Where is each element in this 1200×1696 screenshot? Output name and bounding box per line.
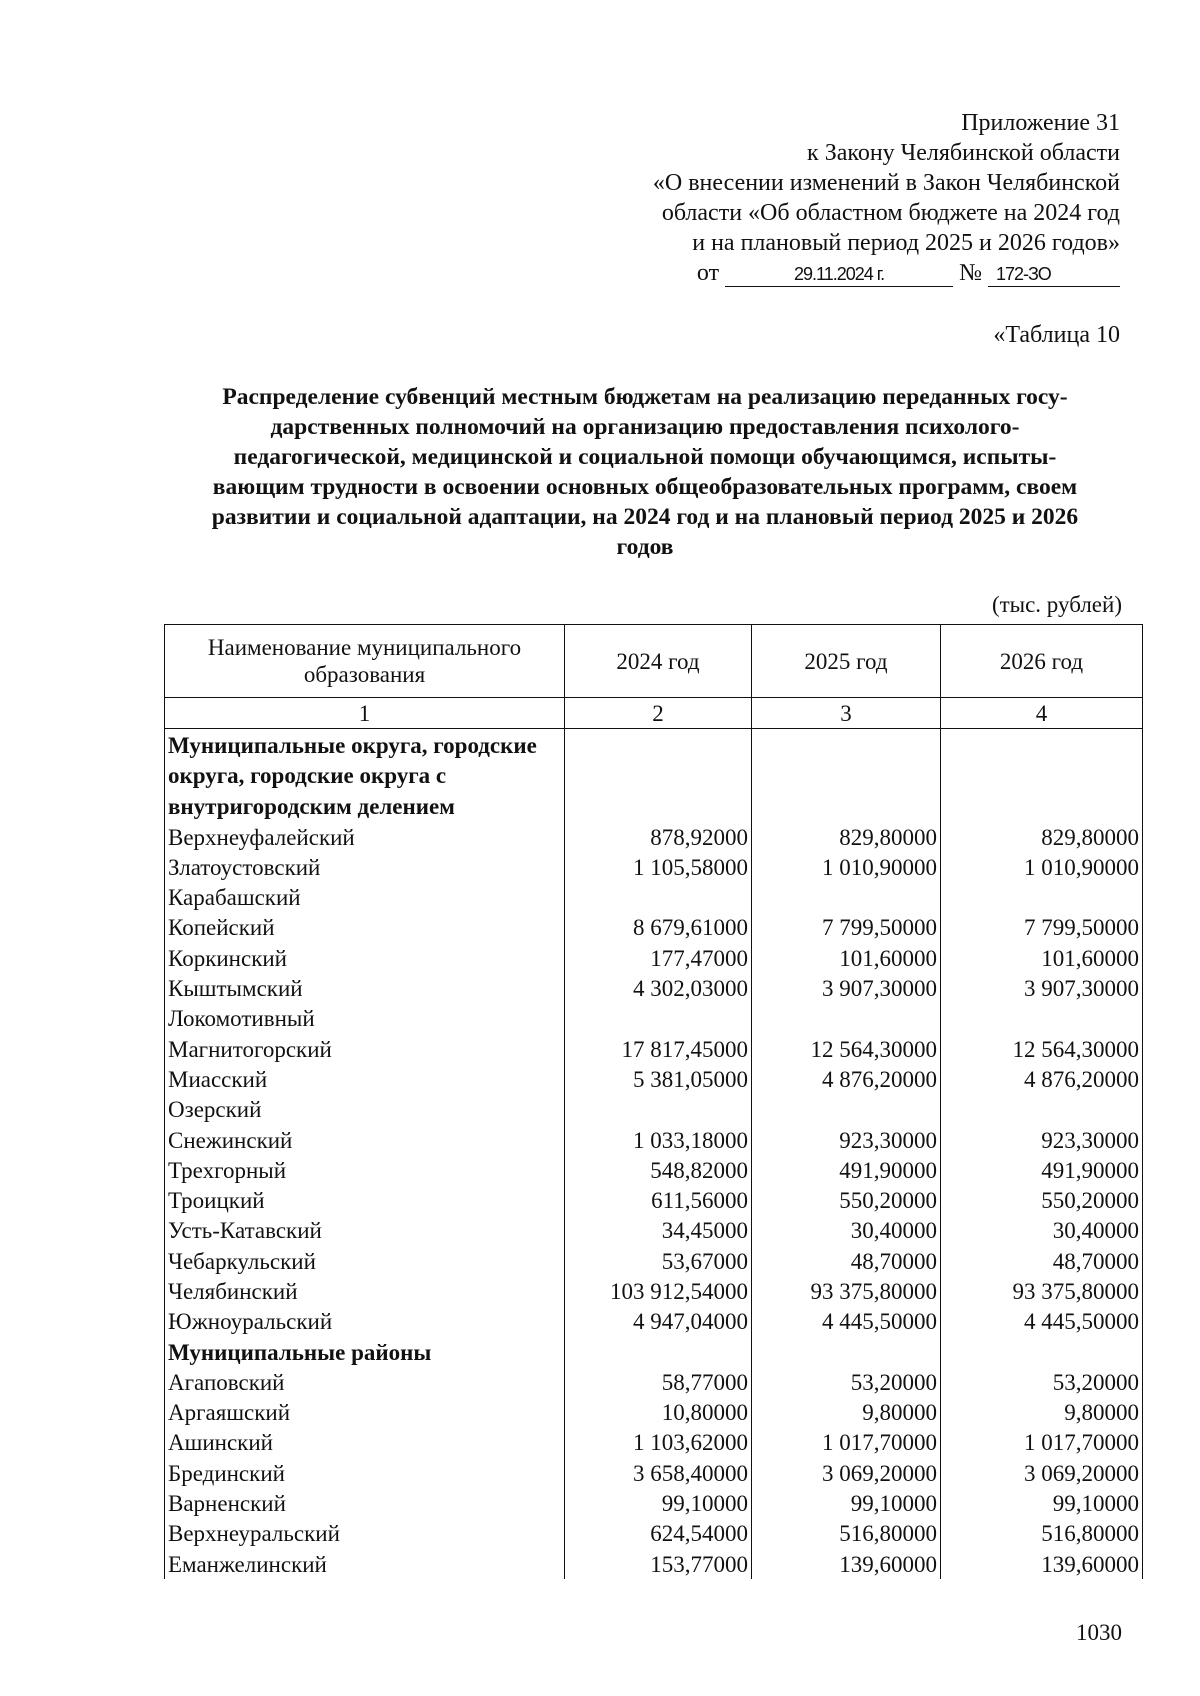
table-row [165,1034,1143,1064]
municipality-name: Миасский [165,1064,565,1094]
column-number: 4 [941,698,1143,729]
value-2025 [752,1095,941,1125]
municipality-name: Челябинский [165,1276,565,1306]
value-2026: 1 010,90000 [941,852,1143,882]
appendix-line: и на плановый период 2025 и 2026 годов» [692,230,1120,256]
appendix-line: к Закону Челябинской области [807,140,1120,166]
table-row [165,1185,1143,1215]
section-heading-row [165,1337,1143,1367]
table-row [165,1276,1143,1306]
value-2024: 53,67000 [565,1246,752,1276]
value-2024: 177,47000 [565,943,752,973]
value-2026: 3 907,30000 [941,973,1143,1003]
table-row [165,852,1143,882]
table-row [165,1125,1143,1155]
table-row [165,1095,1143,1125]
municipality-name: Златоустовский [165,852,565,882]
value-2026: 550,20000 [941,1185,1143,1215]
appendix-line: Приложение 31 [961,110,1120,136]
value-2024: 5 381,05000 [565,1064,752,1094]
table-row [165,1064,1143,1094]
value-2024 [565,1004,752,1034]
value-2024: 58,77000 [565,1367,752,1397]
table-row [165,1458,1143,1488]
value-2026: 7 799,50000 [941,913,1143,943]
title-line: дарственных полномочий на организацию предоставления психолого- [270,414,1020,440]
value-2025: 829,80000 [752,822,941,852]
section-heading-row [165,729,1143,822]
value-2025: 3 907,30000 [752,973,941,1003]
value-2024: 1 033,18000 [565,1125,752,1155]
municipality-name: Ашинский [165,1428,565,1458]
table-row [165,913,1143,943]
from-label: от [696,260,720,286]
municipality-name: Варненский [165,1488,565,1518]
value-2026: 923,30000 [941,1125,1143,1155]
municipality-name: Локомотивный [165,1004,565,1034]
column-number: 1 [165,698,565,729]
value-2024: 548,82000 [565,1155,752,1185]
value-2025: 93 375,80000 [752,1276,941,1306]
value-2026: 829,80000 [941,822,1143,852]
subsidy-table [164,624,1143,1579]
value-2025: 99,10000 [752,1488,941,1518]
value-2024: 4 302,03000 [565,973,752,1003]
municipality-name: Брединский [165,1458,565,1488]
appendix-line: «О внесении изменений в Закон Челябинской [652,170,1120,196]
value-2024: 99,10000 [565,1488,752,1518]
table-row [165,943,1143,973]
value-2026 [941,882,1143,912]
value-2026: 3 069,20000 [941,1458,1143,1488]
municipality-name: Кыштымский [165,973,565,1003]
value-2024: 34,45000 [565,1216,752,1246]
value-2024: 17 817,45000 [565,1034,752,1064]
municipality-name: Еманжелинский [165,1549,565,1579]
header-2024: 2024 год [565,625,752,698]
value-2025: 3 069,20000 [752,1458,941,1488]
law-date-line [653,258,1120,288]
value-2025: 1 010,90000 [752,852,941,882]
value-2026: 4 876,20000 [941,1064,1143,1094]
value-2026: 101,60000 [941,943,1143,973]
table-row [165,822,1143,852]
value-2024 [565,882,752,912]
value-2026: 1 017,70000 [941,1428,1143,1458]
value-2024: 611,56000 [565,1185,752,1215]
value-2024: 3 658,40000 [565,1458,752,1488]
municipality-name: Снежинский [165,1125,565,1155]
value-2024: 1 105,58000 [565,852,752,882]
header-2025: 2025 год [752,625,941,698]
title-line: педагогической, медицинской и социальной помощи обучающимся, испыты- [233,444,1057,470]
value-2024: 878,92000 [565,822,752,852]
municipality-name: Верхнеуфалейский [165,822,565,852]
table-row [165,882,1143,912]
title-line: развитии и социальной адаптации, на 2024 год и на плановый период 2025 и 2026 [211,504,1079,530]
table-row [165,1488,1143,1518]
value-2025: 101,60000 [752,943,941,973]
value-2026: 516,80000 [941,1519,1143,1549]
value-2026: 139,60000 [941,1549,1143,1579]
municipality-name: Коркинский [165,943,565,973]
header-row [165,625,1143,698]
municipality-name: Троицкий [165,1185,565,1215]
value-2026: 9,80000 [941,1398,1143,1428]
value-2025: 9,80000 [752,1398,941,1428]
municipality-name: Аргаяшский [165,1398,565,1428]
header-2026: 2026 год [941,625,1143,698]
value-2025: 53,20000 [752,1367,941,1397]
municipality-name: Магнитогорский [165,1034,565,1064]
table-row [165,1246,1143,1276]
value-2025: 4 876,20000 [752,1064,941,1094]
table-label: «Таблица 10 [993,322,1120,348]
law-number: 172-ЗО [988,262,1120,287]
value-2026: 491,90000 [941,1155,1143,1185]
value-2025: 491,90000 [752,1155,941,1185]
value-2026: 53,20000 [941,1367,1143,1397]
value-2025: 139,60000 [752,1549,941,1579]
value-2024: 8 679,61000 [565,913,752,943]
municipality-name: Усть-Катавский [165,1216,565,1246]
table-row [165,1549,1143,1579]
municipality-name: Карабашский [165,882,565,912]
municipality-name: Трехгорный [165,1155,565,1185]
law-date: 29.11.2024 г. [725,262,953,287]
table-row [165,1004,1143,1034]
value-2024: 10,80000 [565,1398,752,1428]
value-2024 [565,1095,752,1125]
value-2026: 48,70000 [941,1246,1143,1276]
table-row [165,1519,1143,1549]
municipality-name: Агаповский [165,1367,565,1397]
number-label: № [959,260,982,286]
value-2025 [752,882,941,912]
value-2025: 12 564,30000 [752,1034,941,1064]
value-2026 [941,1095,1143,1125]
value-2024: 4 947,04000 [565,1307,752,1337]
value-2026: 93 375,80000 [941,1276,1143,1306]
value-2025: 7 799,50000 [752,913,941,943]
section-heading: Муниципальные округа, городские округа, городские округа с внутригородским делением [165,729,565,822]
municipality-name: Чебаркульский [165,1246,565,1276]
value-2026: 99,10000 [941,1488,1143,1518]
appendix-block [653,108,1120,288]
value-2024: 153,77000 [565,1549,752,1579]
header-municipality: Наименование муниципального образования [165,625,565,698]
table-row [165,1216,1143,1246]
value-2025: 48,70000 [752,1246,941,1276]
value-2025: 30,40000 [752,1216,941,1246]
value-2025 [752,1004,941,1034]
title-line: Распределение субвенций местным бюджетам на реализацию переданных госу- [222,384,1068,410]
table-row [165,1307,1143,1337]
column-number: 3 [752,698,941,729]
column-number-row [165,698,1143,729]
appendix-line: области «Об областном бюджете на 2024 год [661,200,1120,226]
value-2024: 103 912,54000 [565,1276,752,1306]
municipality-name: Копейский [165,913,565,943]
units-label: (тыс. рублей) [991,592,1122,617]
table-row [165,973,1143,1003]
table-row [165,1155,1143,1185]
section-heading: Муниципальные районы [165,1337,565,1367]
municipality-name: Озерский [165,1095,565,1125]
value-2026: 12 564,30000 [941,1034,1143,1064]
value-2024: 624,54000 [565,1519,752,1549]
page-number: 1030 [1076,1620,1122,1645]
value-2025: 923,30000 [752,1125,941,1155]
value-2026: 30,40000 [941,1216,1143,1246]
value-2025: 1 017,70000 [752,1428,941,1458]
table-row [165,1398,1143,1428]
municipality-name: Южноуральский [165,1307,565,1337]
value-2025: 516,80000 [752,1519,941,1549]
title-line: вающим трудности в освоении основных общеобразовательных программ, своем [212,474,1078,500]
document-title [150,382,1140,562]
municipality-name: Верхнеуральский [165,1519,565,1549]
value-2024: 1 103,62000 [565,1428,752,1458]
value-2026: 4 445,50000 [941,1307,1143,1337]
column-number: 2 [565,698,752,729]
table-row [165,1428,1143,1458]
value-2025: 4 445,50000 [752,1307,941,1337]
title-line: годов [616,534,674,560]
value-2026 [941,1004,1143,1034]
value-2025: 550,20000 [752,1185,941,1215]
table-row [165,1367,1143,1397]
